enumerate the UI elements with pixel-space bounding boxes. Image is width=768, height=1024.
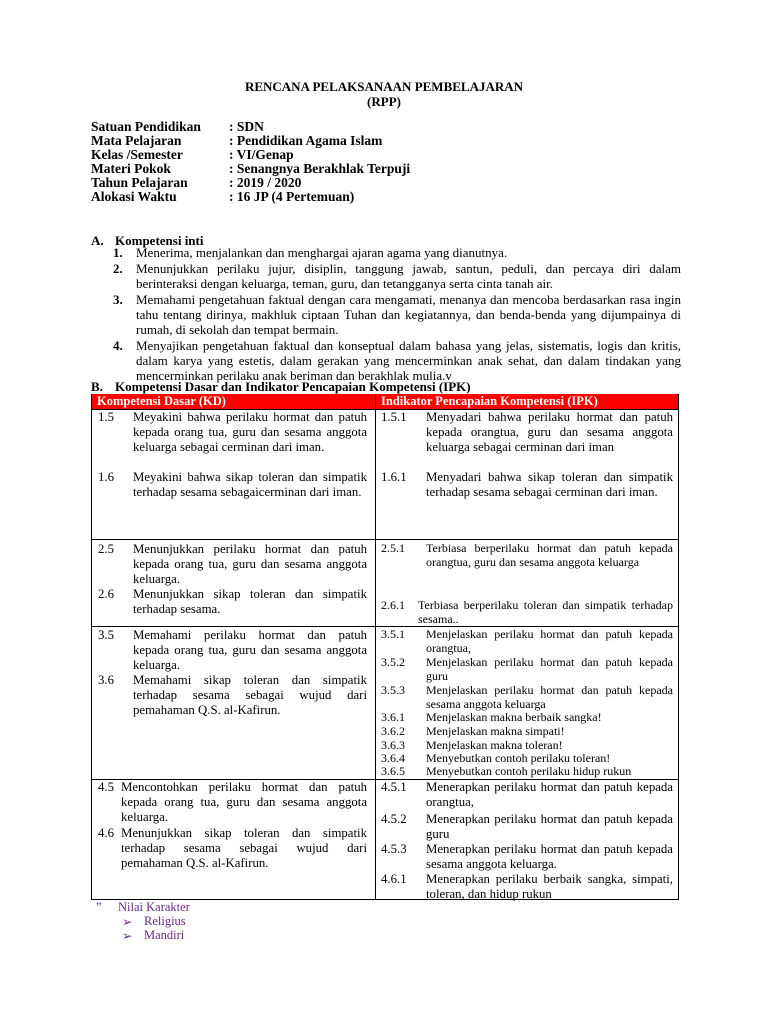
ipk-text: Terbiasa berperilaku toleran dan simpatik terhadap sesama..: [418, 598, 673, 626]
ipk-number: 3.5.2: [381, 655, 405, 669]
kd-number: 1.6: [98, 470, 114, 484]
table-cell-ipk: [381, 542, 674, 624]
table-border-left: [91, 394, 92, 900]
document-subtitle: (RPP): [367, 94, 401, 109]
kd-text: Meyakini bahwa perilaku hormat dan patuh kepada orang tua, guru dan sesama anggota keluarga sebagai cerminan dari iman.: [133, 410, 367, 454]
ipk-number: 1.5.1: [381, 410, 407, 424]
meta-value: : 16 JP (4 Pertemuan): [229, 189, 355, 204]
list-number: 1.: [113, 245, 123, 260]
meta-label: Alokasi Waktu: [91, 189, 177, 204]
table-row-divider: [91, 539, 679, 540]
table-cell-kd: [98, 410, 370, 538]
table-cell-ipk: [381, 628, 674, 778]
meta-value: : 2019 / 2020: [229, 175, 302, 190]
ipk-number: 4.5.2: [381, 812, 407, 826]
list-item: Menerima, menjalankan dan menghargai ajaran agama yang dianutnya.: [136, 245, 508, 260]
kd-number: 4.5: [98, 780, 114, 794]
kd-number: 4.6: [98, 826, 114, 840]
ipk-text: Menjelaskan makna berbaik sangka!: [426, 710, 602, 724]
table-column-divider: [375, 394, 376, 900]
meta-label: Materi Pokok: [91, 161, 171, 176]
list-item: Memahami pengetahuan faktual dengan cara mengamati, menanya dan mencoba berdasarkan rasa ingin tahu tentang dirinya, makhluk ciptaan Tuhan dan kegiatannya, dan benda-benda yang dijumpainya di rumah, di sekolah dan tempat bermain.: [136, 292, 681, 338]
ipk-text: Menjelaskan perilaku hormat dan patuh kepada sesama anggota keluarga: [426, 683, 673, 711]
ipk-text: Menjelaskan perilaku hormat dan patuh kepada orangtua,: [426, 627, 673, 655]
kd-text: Meyakini bahwa sikap toleran dan simpatik terhadap sesama sebagaicerminan dari iman.: [133, 470, 367, 499]
ipk-text: Menerapkan perilaku hormat dan patuh kepada guru: [426, 812, 673, 841]
arrow-icon: ➢: [122, 929, 133, 943]
table-cell-ipk: [381, 780, 674, 901]
ipk-number: 3.6.1: [381, 710, 405, 724]
section-b-label: B.: [91, 379, 103, 394]
table-cell-kd: [98, 780, 370, 896]
nilai-karakter-title: Nilai Karakter: [118, 900, 190, 914]
kd-number: 2.6: [98, 587, 114, 601]
kd-number: 1.5: [98, 410, 114, 424]
kd-number: 3.5: [98, 628, 114, 642]
ipk-text: Menjelaskan perilaku hormat dan patuh kepada guru: [426, 655, 673, 683]
list-number: 2.: [113, 261, 123, 276]
ipk-text: Menyebutkan contoh perilaku toleran!: [426, 751, 611, 765]
kompetensi-inti-list: [113, 245, 681, 384]
nilai-karakter-item: Religius: [144, 914, 186, 928]
table-cell-kd: [98, 628, 370, 776]
ipk-text: Menyadari bahwa sikap toleran dan simpatik terhadap sesama sebagai cerminan dari iman.: [426, 470, 673, 499]
ipk-number: 3.6.2: [381, 724, 405, 738]
meta-label: Mata Pelajaran: [91, 133, 182, 148]
kd-text: Mencontohkan perilaku hormat dan patuh kepada orang tua, guru dan sesama anggota keluarga.: [121, 780, 367, 824]
ipk-number: 3.6.4: [381, 751, 405, 765]
section-a-label: A.: [91, 233, 104, 248]
section-a-title: Kompetensi inti: [115, 233, 204, 248]
ipk-number: 3.5.3: [381, 683, 405, 697]
meta-value: : Senangnya Berakhlak Terpuji: [229, 161, 411, 176]
ipk-number: 3.5.1: [381, 627, 405, 641]
kd-number: 3.6: [98, 673, 114, 687]
meta-label: Tahun Pelajaran: [91, 175, 188, 190]
meta-value: : SDN: [229, 119, 264, 134]
meta-label: Satuan Pendidikan: [91, 119, 201, 134]
ipk-text: Menjelaskan makna simpati!: [426, 724, 565, 738]
list-number: 4.: [113, 338, 123, 353]
ipk-number: 4.5.3: [381, 842, 407, 856]
arrow-icon: ➢: [122, 915, 133, 929]
ipk-number: 1.6.1: [381, 470, 407, 484]
meta-value: : Pendidikan Agama Islam: [229, 133, 383, 148]
ipk-number: 3.6.5: [381, 764, 405, 778]
ipk-text: Terbiasa berperilaku hormat dan patuh kepada orangtua, guru dan sesama anggota keluarga: [426, 541, 673, 569]
list-item: Menunjukkan perilaku jujur, disiplin, tanggung jawab, santun, peduli, dan percaya diri dalam berinteraksi dengan keluarga, teman, guru, dan tetangganya serta cinta tanah air.: [136, 261, 681, 292]
list-number: 3.: [113, 292, 123, 307]
table-cell-ipk: [381, 410, 674, 538]
kd-number: 2.5: [98, 542, 114, 556]
ipk-text: Menerapkan perilaku hormat dan patuh kepada orangtua,: [426, 780, 673, 809]
ipk-text: Menjelaskan makna toleran!: [426, 738, 563, 752]
meta-value: : VI/Genap: [229, 147, 294, 162]
kd-text: Memahami sikap toleran dan simpatik terhadap sesama sebagai wujud dari pemahaman Q.S. al-Kafirun.: [133, 673, 367, 717]
document-title: RENCANA PELAKSANAAN PEMBELAJARAN: [244, 79, 524, 94]
meta-label: Kelas /Semester: [91, 147, 183, 162]
ipk-number: 3.6.3: [381, 738, 405, 752]
ipk-text: Menyadari bahwa perilaku hormat dan patuh kepada orangtua, guru dan sesama anggota keluarga sebagai cerminan dari iman: [426, 410, 673, 454]
ipk-text: Menerapkan perilaku berbaik sangka, simpati, toleran, dan hidup rukun: [426, 872, 673, 901]
table-border-right: [678, 394, 679, 900]
ipk-text: Menyebutkan contoh perilaku hidup rukun: [426, 764, 632, 778]
kd-text: Menunjukkan sikap toleran dan simpatik terhadap sesama.: [133, 587, 367, 616]
list-item: Menyajikan pengetahuan faktual dan konseptual dalam bahasa yang jelas, sistematis, logis dan kritis, dalam karya yang estetis, dalam gerakan yang mencerminkan anak sehat, dan dalam tindakan yang mencerminkan perilaku anak beriman dan berakhlak mulia.v: [136, 338, 681, 384]
ipk-column-header: Indikator Pencapaian Kompetensi (IPK): [381, 394, 598, 408]
ipk-number: 2.6.1: [381, 598, 405, 612]
ipk-number: 4.5.1: [381, 780, 407, 794]
meta-block: [91, 120, 491, 210]
kd-text: Memahami perilaku hormat dan patuh kepada orang tua, guru dan sesama anggota keluarga.: [133, 628, 367, 672]
kd-text: Menunjukkan sikap toleran dan simpatik terhadap sesama sebagai wujud dari pemahaman Q.S. al-Kafirun.: [121, 826, 367, 870]
table-cell-kd: [98, 542, 370, 624]
nilai-karakter-item: Mandiri: [144, 928, 185, 942]
kd-column-header: Kompetensi Dasar (KD): [97, 394, 226, 408]
ipk-number: 4.6.1: [381, 872, 407, 886]
bullet-icon: ”: [96, 900, 102, 914]
kd-text: Menunjukkan perilaku hormat dan patuh kepada orang tua, guru dan sesama anggota keluarga.: [133, 542, 367, 586]
section-b-title: Kompetensi Dasar dan Indikator Pencapaian Kompetensi (IPK): [115, 379, 471, 394]
ipk-text: Menerapkan perilaku hormat dan patuh kepada sesama anggota keluarga.: [426, 842, 673, 871]
ipk-number: 2.5.1: [381, 541, 405, 555]
